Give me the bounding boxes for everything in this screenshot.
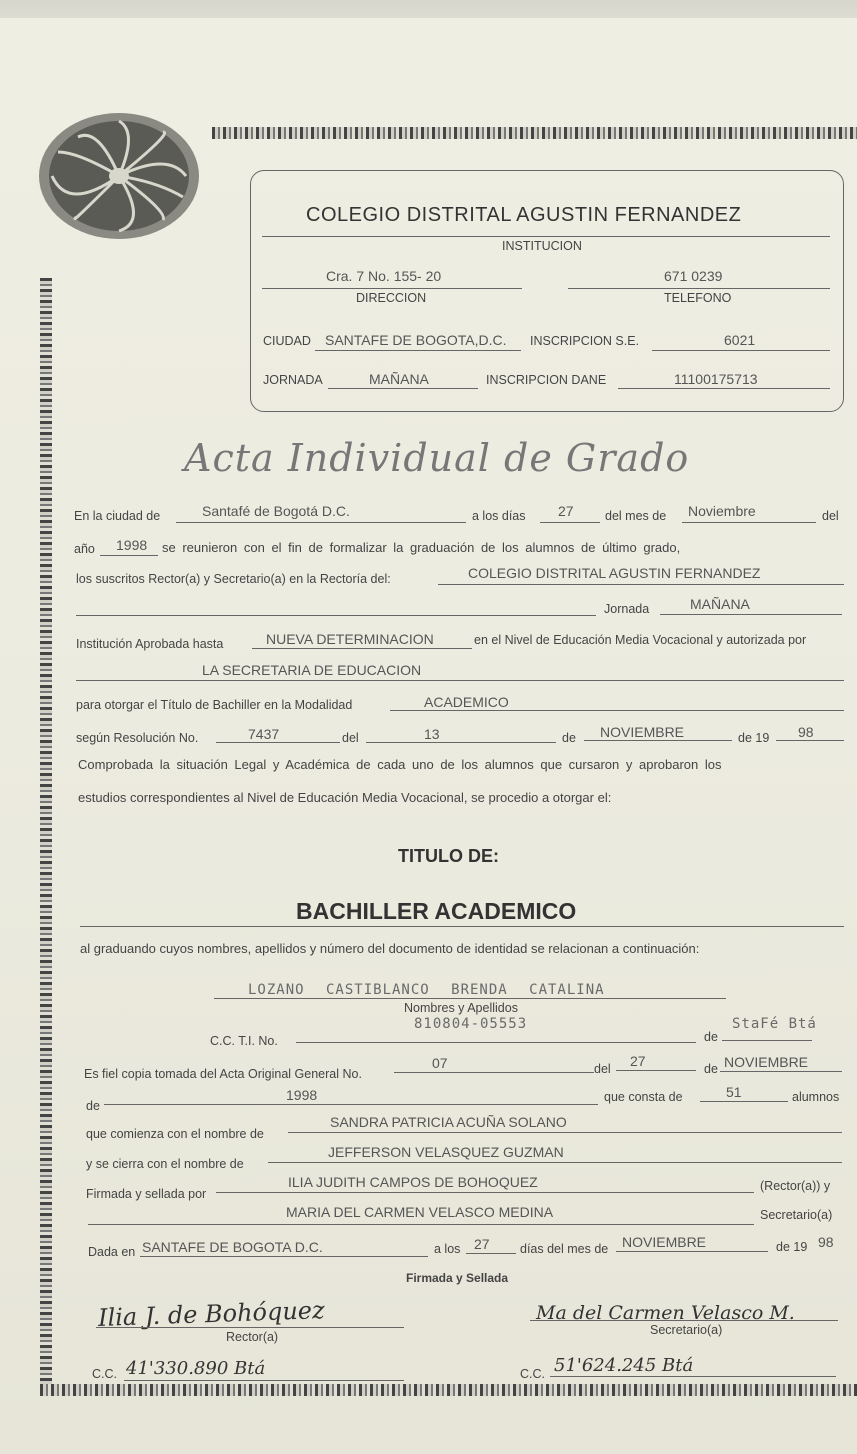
field-last-name: JEFFERSON VELASQUEZ GUZMAN bbox=[328, 1144, 564, 1160]
text-dada-de19: de 19 bbox=[776, 1240, 808, 1254]
text-acta-del: del bbox=[594, 1062, 611, 1076]
text-city-intro: En la ciudad de bbox=[74, 509, 161, 523]
text-rector-label: (Rector(a)) y bbox=[760, 1179, 831, 1193]
field-resolucion: 7437 bbox=[248, 726, 280, 742]
text-secretario-label: Secretario(a) bbox=[760, 1208, 833, 1222]
jornada-label: JORNADA bbox=[263, 373, 323, 387]
left-border bbox=[40, 278, 52, 1396]
institution-name: COLEGIO DISTRITAL AGUSTIN FERNANDEZ bbox=[306, 204, 742, 226]
text-comprobada: Comprobada la situación Legal y Académica de cada uno de los alumnos que cursaron y aprobaron los bbox=[78, 757, 722, 772]
field-dada-month: NOVIEMBRE bbox=[622, 1234, 707, 1250]
text-res-del: del bbox=[342, 731, 359, 745]
text-year: año bbox=[74, 542, 95, 556]
city-value: SANTAFE DE BOGOTA,D.C. bbox=[325, 332, 507, 348]
text-month: del mes de bbox=[605, 509, 667, 523]
text-graduando: al graduando cuyos nombres, apellidos y número del documento de identidad se relacionan a continuación: bbox=[80, 941, 700, 956]
rector-label: Rector(a) bbox=[226, 1330, 279, 1344]
bottom-border bbox=[40, 1384, 857, 1396]
text-del: del bbox=[822, 509, 839, 523]
field-acta-no: 07 bbox=[432, 1055, 448, 1071]
inscripcion-se-label: INSCRIPCION S.E. bbox=[530, 334, 640, 348]
text-days: a los días bbox=[472, 509, 526, 523]
name-label: Nombres y Apellidos bbox=[404, 1001, 518, 1015]
field-day: 27 bbox=[558, 503, 574, 519]
field-dada-city: SANTAFE DE BOGOTA D.C. bbox=[142, 1239, 323, 1255]
secretario-cc: 51'624.245 Btá bbox=[554, 1355, 694, 1376]
text-dada-los: a los bbox=[434, 1242, 461, 1256]
text-rectoria: los suscritos Rector(a) y Secretario(a) en la Rectoría del: bbox=[76, 572, 391, 586]
text-cc-de: de bbox=[704, 1030, 718, 1044]
titulo-heading: TITULO DE: bbox=[398, 846, 499, 866]
firmada-sellada: Firmada y Sellada bbox=[406, 1271, 509, 1285]
text-fiel-copia: Es fiel copia tomada del Acta Original General No. bbox=[84, 1067, 362, 1081]
text-alumnos: alumnos bbox=[792, 1090, 840, 1104]
text-modalidad: para otorgar el Título de Bachiller en la Modalidad bbox=[76, 698, 353, 712]
field-cc-city: StaFé Btá bbox=[732, 1016, 817, 1032]
field-aprobada: NUEVA DETERMINACION bbox=[266, 631, 434, 647]
address-label: DIRECCION bbox=[356, 291, 427, 305]
text-consta: que consta de bbox=[604, 1090, 683, 1104]
top-border bbox=[212, 127, 857, 139]
text-dada-en: Dada en bbox=[88, 1245, 136, 1259]
text-estudios: estudios correspondientes al Nivel de Educación Media Vocacional, se procedio a otorgar el: bbox=[78, 790, 612, 805]
institution-label: INSTITUCION bbox=[502, 239, 582, 253]
text-jornada: Jornada bbox=[604, 602, 650, 616]
field-first-name: SANDRA PATRICIA ACUÑA SOLANO bbox=[330, 1114, 567, 1130]
field-acta-day: 27 bbox=[630, 1053, 646, 1069]
secretario-label: Secretario(a) bbox=[650, 1323, 723, 1337]
phone-value: 671 0239 bbox=[664, 268, 723, 284]
rector-cc: 41'330.890 Btá bbox=[126, 1358, 266, 1379]
rector-cc-prefix: C.C. bbox=[92, 1367, 117, 1381]
field-jornada: MAÑANA bbox=[690, 596, 750, 612]
jornada-value: MAÑANA bbox=[369, 371, 429, 387]
field-acta-month: NOVIEMBRE bbox=[724, 1054, 809, 1070]
field-alumnos: 51 bbox=[726, 1084, 742, 1100]
field-secretario: MARIA DEL CARMEN VELASCO MEDINA bbox=[286, 1204, 554, 1220]
field-autorizada: LA SECRETARIA DE EDUCACION bbox=[202, 662, 422, 678]
text-acta-year-de: de bbox=[86, 1099, 100, 1113]
rector-signature: Ilia J. de Bohóquez bbox=[97, 1296, 326, 1332]
inscripcion-dane-value: 11100175713 bbox=[674, 371, 758, 387]
field-rector: ILIA JUDITH CAMPOS DE BOHOQUEZ bbox=[288, 1174, 538, 1190]
field-res-day: 13 bbox=[424, 726, 440, 742]
address-value: Cra. 7 No. 155- 20 bbox=[326, 268, 442, 284]
text-cc: C.C. T.I. No. bbox=[210, 1034, 278, 1048]
secretario-cc-prefix: C.C. bbox=[520, 1367, 545, 1381]
text-res-de19: de 19 bbox=[738, 731, 770, 745]
field-dada-day: 27 bbox=[474, 1236, 490, 1252]
text-comienza: que comienza con el nombre de bbox=[86, 1127, 264, 1141]
field-cc: 810804-05553 bbox=[414, 1016, 528, 1032]
text-resolucion: según Resolución No. bbox=[76, 731, 199, 745]
secretario-signature: Ma del Carmen Velasco M. bbox=[536, 1302, 795, 1324]
document-title: Acta Individual de Grado bbox=[184, 436, 690, 480]
seal-emblem bbox=[38, 112, 200, 240]
inscripcion-dane-label: INSCRIPCION DANE bbox=[486, 373, 607, 387]
field-dada-year: 98 bbox=[818, 1234, 834, 1250]
inscripcion-se-value: 6021 bbox=[724, 332, 756, 348]
text-reunion: se reunieron con el fin de formalizar la graduación de los alumnos de último grado, bbox=[162, 540, 681, 555]
text-res-de: de bbox=[562, 731, 576, 745]
degree-title: BACHILLER ACADEMICO bbox=[296, 898, 577, 924]
field-year: 1998 bbox=[116, 537, 148, 553]
text-aprobada: Institución Aprobada hasta bbox=[76, 637, 224, 651]
text-dada-mes: días del mes de bbox=[520, 1242, 609, 1256]
field-modalidad: ACADEMICO bbox=[424, 694, 509, 710]
text-acta-de: de bbox=[704, 1062, 718, 1076]
city-label: CIUDAD bbox=[263, 334, 311, 348]
text-firmada-por: Firmada y sellada por bbox=[86, 1187, 207, 1201]
field-acta-year: 1998 bbox=[286, 1087, 318, 1103]
field-city: Santafé de Bogotá D.C. bbox=[202, 503, 350, 519]
student-name: LOZANO CASTIBLANCO BRENDA CATALINA bbox=[248, 982, 605, 998]
field-month: Noviembre bbox=[688, 503, 756, 519]
field-school: COLEGIO DISTRITAL AGUSTIN FERNANDEZ bbox=[468, 565, 761, 581]
phone-label: TELEFONO bbox=[664, 291, 732, 305]
text-cierra: y se cierra con el nombre de bbox=[86, 1157, 244, 1171]
field-res-month: NOVIEMBRE bbox=[600, 724, 685, 740]
text-nivel: en el Nivel de Educación Media Vocacional y autorizada por bbox=[474, 633, 807, 647]
field-res-year: 98 bbox=[798, 724, 814, 740]
